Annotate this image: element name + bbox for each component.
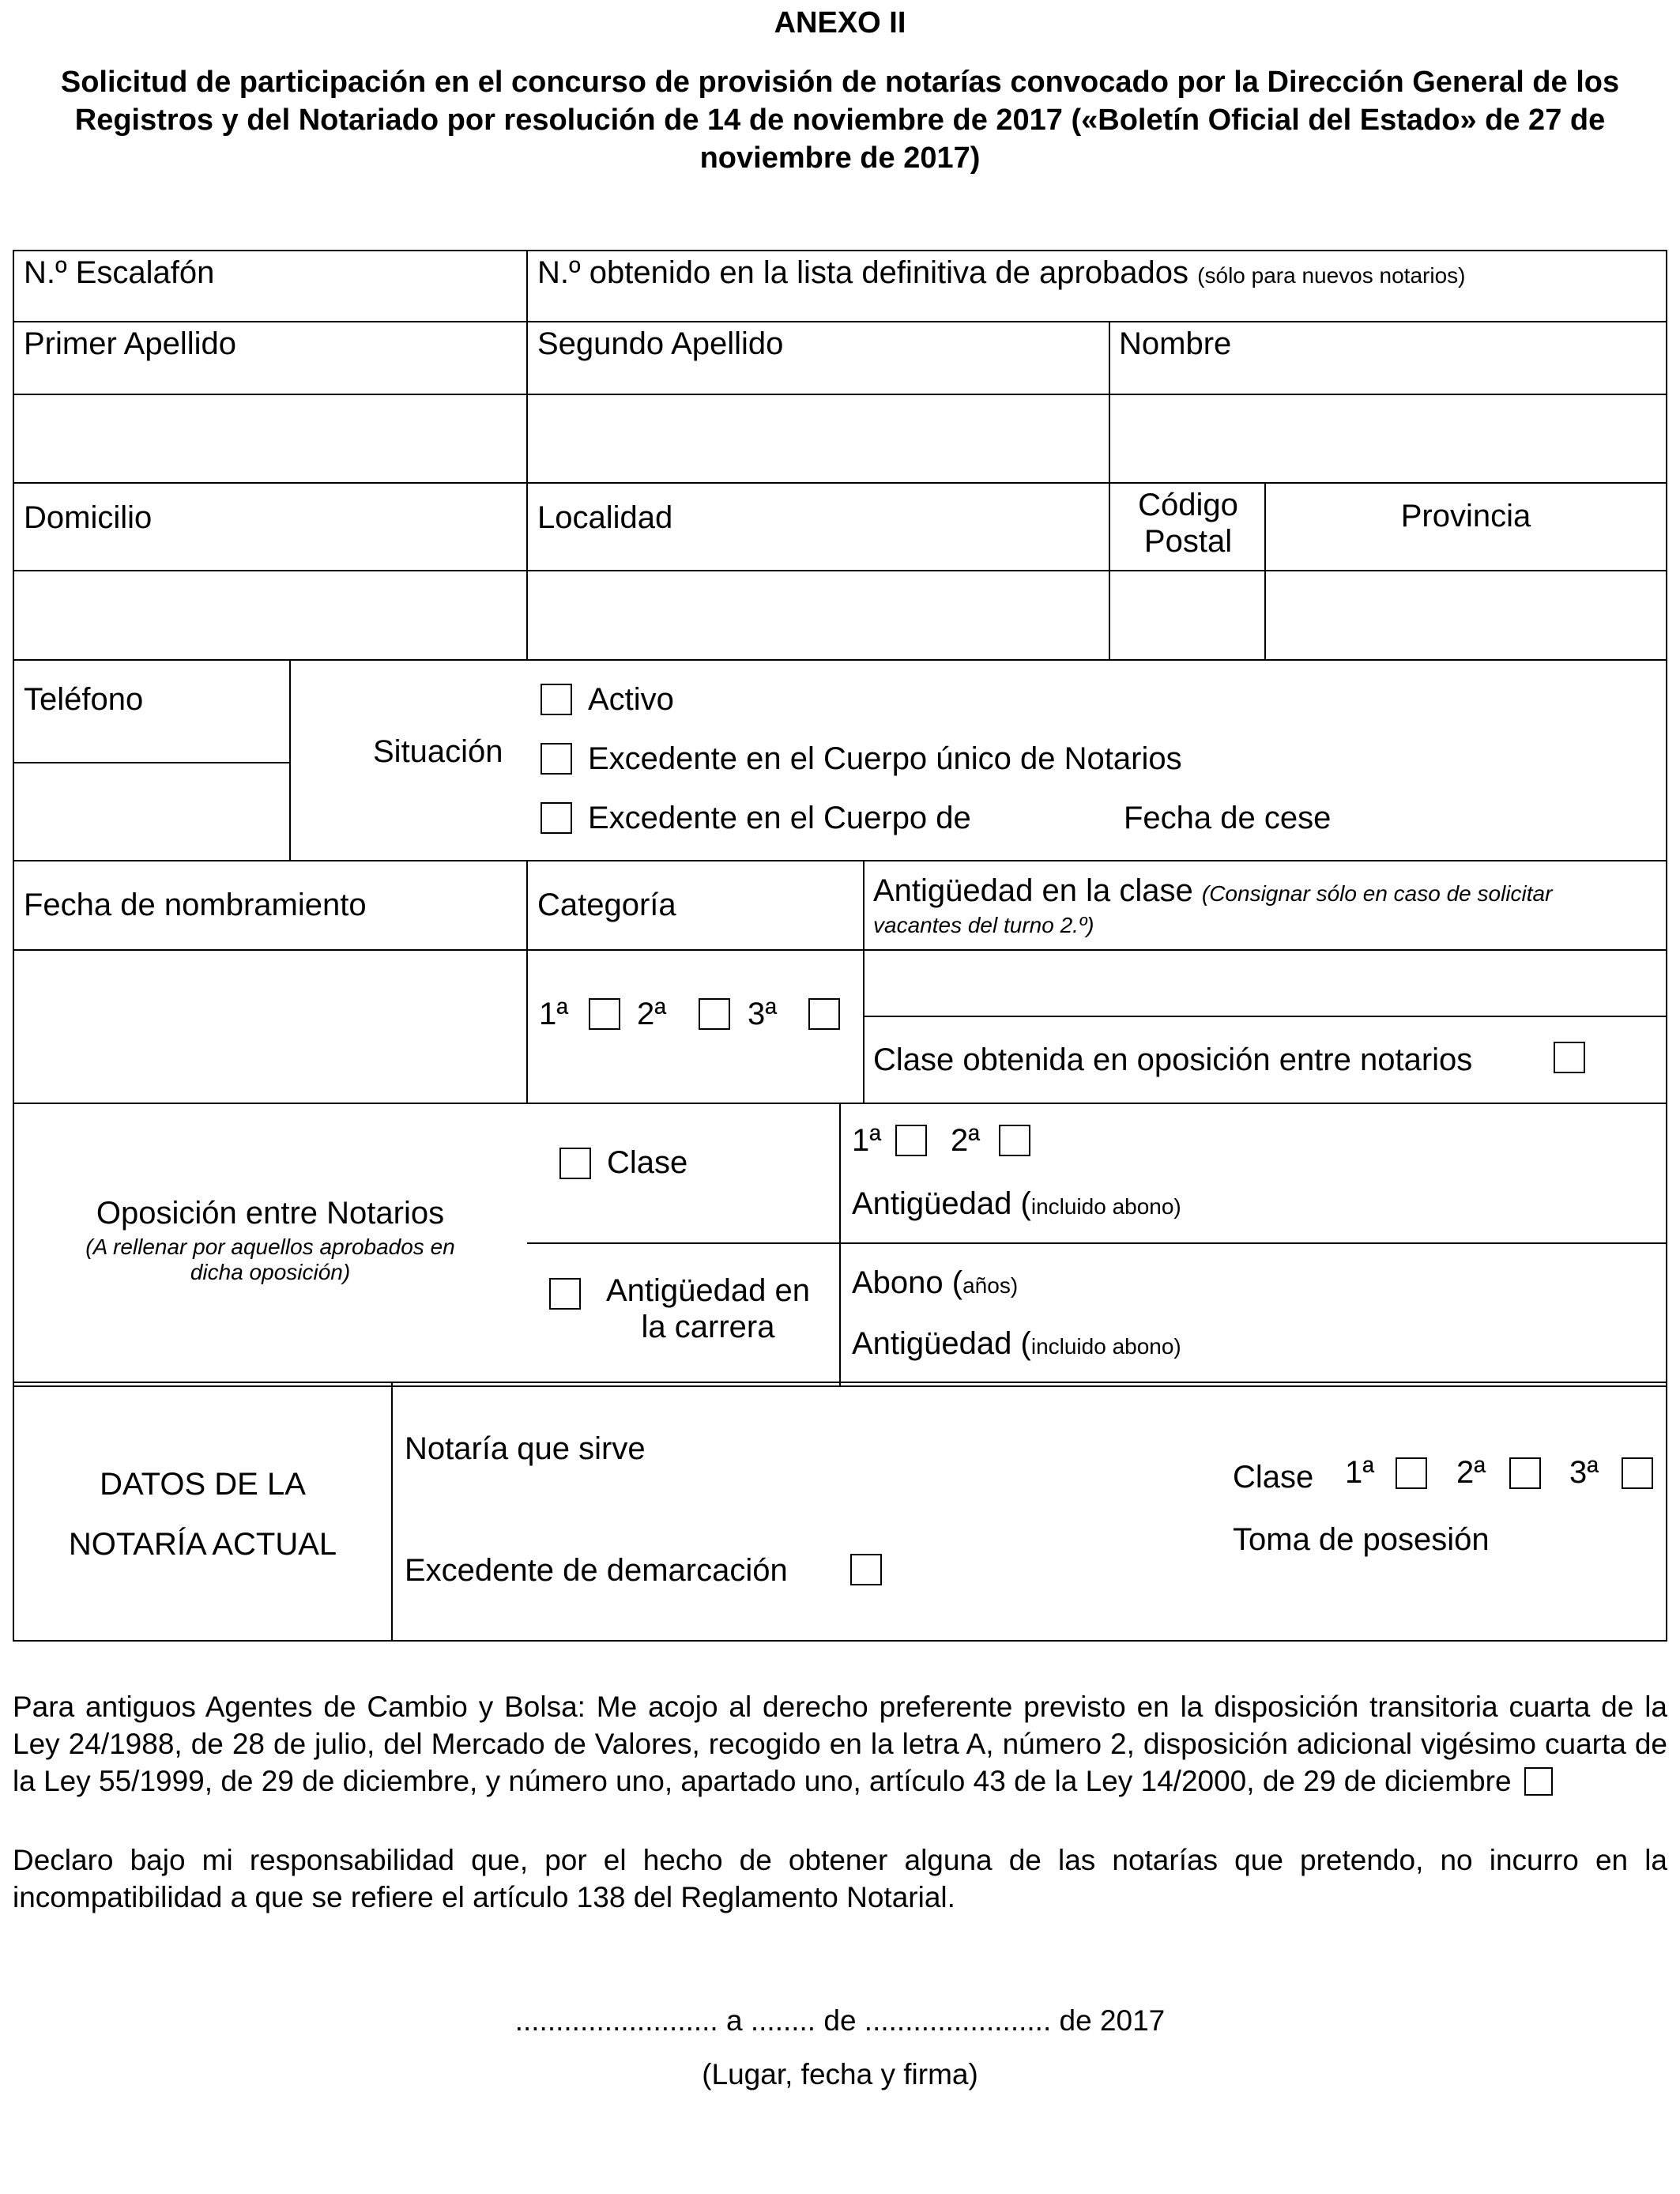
active-checkbox[interactable] xyxy=(541,684,572,715)
opposition-class-label: Clase obtenida en oposición entre notarios xyxy=(873,1042,1473,1077)
category-3-label: 3ª xyxy=(748,997,778,1031)
excedente-cuerpo-checkbox[interactable] xyxy=(541,802,572,834)
current-clase-1-checkbox[interactable] xyxy=(1396,1457,1427,1489)
category-1-checkbox[interactable] xyxy=(589,998,620,1030)
first-surname-field[interactable] xyxy=(14,395,526,482)
situation-label: Situación xyxy=(373,734,503,769)
opposition-1-checkbox[interactable] xyxy=(895,1125,927,1156)
category-1-label: 1ª xyxy=(539,997,569,1031)
approved-list-label: N.º obtenido en la lista definitiva de aprobados (sólo para nuevos notarios) xyxy=(537,255,1466,290)
category-label: Categoría xyxy=(537,888,676,922)
first-surname-label: Primer Apellido xyxy=(24,326,237,361)
appointment-date-label: Fecha de nombramiento xyxy=(24,888,367,922)
career-seniority-checkbox[interactable] xyxy=(549,1278,581,1310)
notary-served-label: Notaría que sirve xyxy=(405,1431,646,1466)
abono-label: Abono (años) xyxy=(852,1265,1019,1300)
province-field[interactable] xyxy=(1266,571,1666,659)
form-title: Solicitud de participación en el concurso de provisión de notarías convocado por la Dirección General de los Registros y del Notariado por resolución de 14 de noviembre de 2017 («Boletín Oficial del Estado» de 27 de noviembre de 2017) xyxy=(60,66,1620,175)
province-label: Provincia xyxy=(1400,499,1531,533)
current-clase-3-label: 3ª xyxy=(1569,1455,1599,1490)
annex-title: ANEXO II xyxy=(774,6,906,40)
date-line: ......................... a ........ de ....................... de 2017 xyxy=(514,2004,1166,2037)
agentes-paragraph: Para antiguos Agentes de Cambio y Bolsa: Me acojo al derecho preferente previsto en la disposición transitoria cuarta de la Ley 24/1988, de 28 de julio, del Mercado de Valores, recogido en la letra A, número 2, disposición adicional vigésimo cuarta de la Ley 55/1999, de 29 de diciembre, y número uno, apartado uno, artículo 43 de la Ley 14/2000, de 29 de diciembre xyxy=(13,1691,1667,1797)
demarcation-label: Excedente de demarcación xyxy=(405,1553,788,1588)
category-3-checkbox[interactable] xyxy=(808,998,840,1030)
cessation-date-label: Fecha de cese xyxy=(1124,801,1332,835)
seniority-class-note: vacantes del turno 2.º) xyxy=(873,913,1094,937)
address-label: Domicilio xyxy=(24,500,153,535)
category-2-checkbox[interactable] xyxy=(699,998,730,1030)
phone-label: Teléfono xyxy=(24,682,144,717)
opposition-title: Oposición entre Notarios xyxy=(96,1196,445,1231)
current-clase-3-checkbox[interactable] xyxy=(1622,1457,1653,1489)
opposition-2-checkbox[interactable] xyxy=(999,1125,1030,1156)
active-label: Activo xyxy=(588,682,674,717)
locality-label: Localidad xyxy=(537,500,673,535)
opposition-2-label: 2ª xyxy=(951,1123,981,1158)
current-clase-1-label: 1ª xyxy=(1345,1455,1375,1490)
signature-caption: (Lugar, fecha y firma) xyxy=(702,2058,978,2090)
current-clase-label: Clase xyxy=(1233,1460,1314,1495)
category-2-label: 2ª xyxy=(637,997,667,1031)
seniority-class-label: Antigüedad en la clase (Consignar sólo en caso de solicitar xyxy=(873,873,1553,908)
name-field[interactable] xyxy=(1110,395,1666,482)
second-surname-label: Segundo Apellido xyxy=(537,326,784,361)
opposition-clase-label: Clase xyxy=(607,1145,688,1180)
declaration-paragraph: Declaro bajo mi responsabilidad que, por el hecho de obtener alguna de las notarías que pretendo, no incurro en la incompatibilidad a que se refiere el artículo 138 del Reglamento Notarial. xyxy=(13,1844,1667,1913)
career-seniority-label: Antigüedad en la carrera xyxy=(605,1273,810,1344)
locality-field[interactable] xyxy=(528,571,1109,659)
seniority-included-label: Antigüedad (incluido abono) xyxy=(852,1186,1181,1221)
agentes-checkbox[interactable] xyxy=(1524,1767,1553,1796)
current-clase-2-label: 2ª xyxy=(1456,1455,1486,1490)
name-label: Nombre xyxy=(1119,326,1232,361)
excedente-unico-label: Excedente en el Cuerpo único de Notarios xyxy=(588,741,1182,776)
possession-label: Toma de posesión xyxy=(1233,1522,1490,1557)
seniority-class-field[interactable] xyxy=(864,951,1666,1016)
seniority-included-label-2: Antigüedad (incluido abono) xyxy=(852,1326,1181,1361)
opposition-clase-checkbox[interactable] xyxy=(559,1148,591,1179)
escalafon-label: N.º Escalafón xyxy=(24,255,215,290)
postal-code-field[interactable] xyxy=(1110,571,1264,659)
opposition-class-checkbox[interactable] xyxy=(1554,1042,1585,1073)
appointment-date-field[interactable] xyxy=(14,951,526,1103)
current-notary-title: DATOS DE LA NOTARÍA ACTUAL xyxy=(68,1467,337,1562)
address-field[interactable] xyxy=(14,571,526,659)
phone-field[interactable] xyxy=(14,763,289,860)
opposition-note: (A rellenar por aquellos aprobados en dicha oposición) xyxy=(85,1235,455,1285)
demarcation-checkbox[interactable] xyxy=(850,1554,882,1585)
second-surname-field[interactable] xyxy=(528,395,1109,482)
opposition-1-label: 1ª xyxy=(852,1123,882,1158)
excedente-cuerpo-label: Excedente en el Cuerpo de xyxy=(588,801,971,835)
postal-code-label: Código Postal xyxy=(1138,488,1238,559)
excedente-unico-checkbox[interactable] xyxy=(541,743,572,775)
current-clase-2-checkbox[interactable] xyxy=(1509,1457,1541,1489)
